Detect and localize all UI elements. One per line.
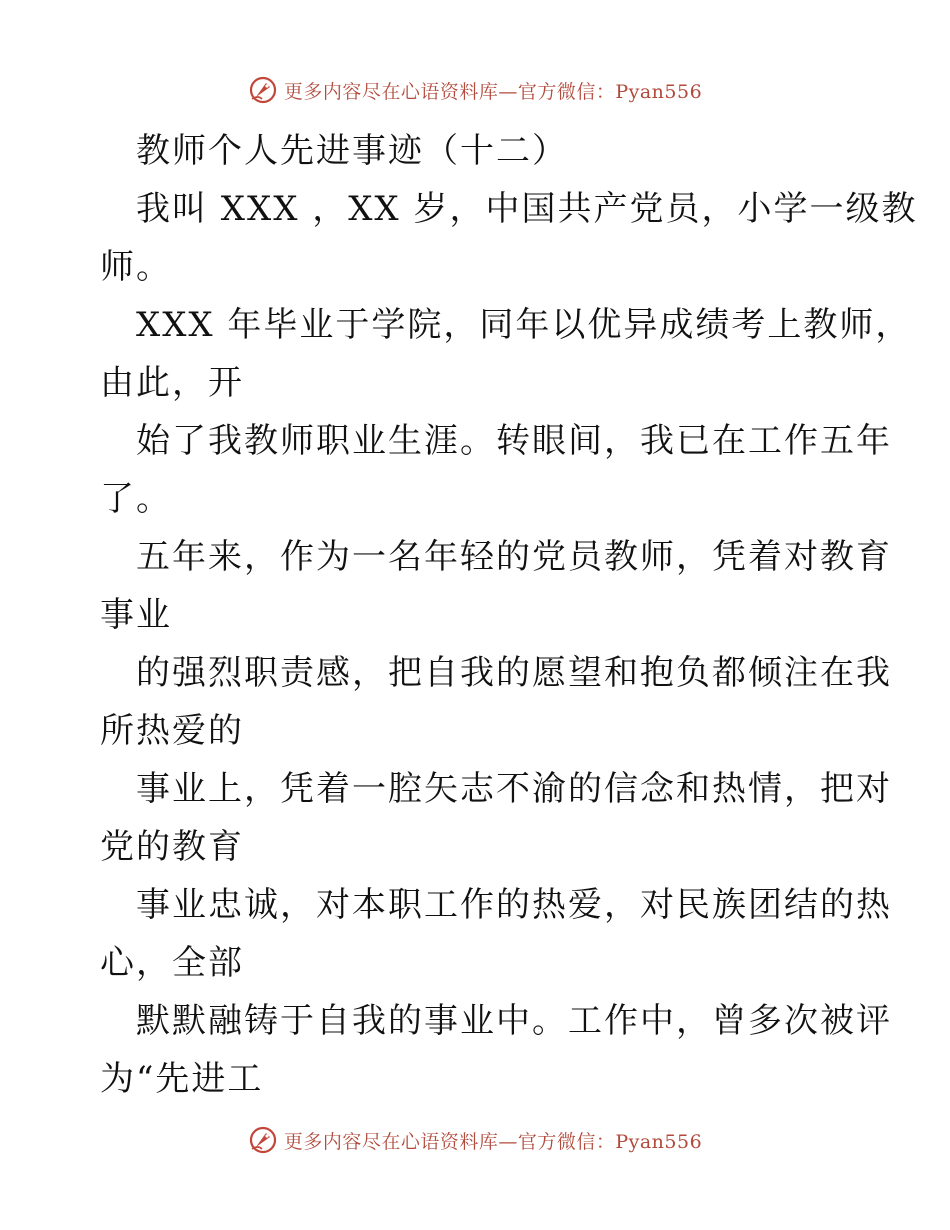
- text-line: 党的教育: [100, 827, 244, 867]
- text-line: 事业: [100, 595, 172, 635]
- footer-watermark-text: 更多内容尽在心语资料库—官方微信：Pyan556: [283, 1130, 703, 1153]
- text-line: 五年来，作为一名年轻的党员教师，凭着对教育: [136, 537, 892, 577]
- text-line: 了。: [100, 479, 172, 519]
- text-line: 默默融铸于自我的事业中。工作中，曾多次被评: [136, 1001, 892, 1041]
- text-line: 所热爱的: [100, 711, 244, 751]
- pen-nib-logo-icon: [248, 75, 278, 105]
- text-line: 事业上，凭着一腔矢志不渝的信念和热情，把对: [136, 769, 892, 809]
- text-line: 我叫 XXX ，XX 岁，中国共产党员，小学一级教: [136, 189, 918, 229]
- header-watermark-text: 更多内容尽在心语资料库—官方微信：Pyan556: [283, 80, 703, 103]
- document-body: [100, 122, 918, 1108]
- header-watermark-banner: [0, 70, 950, 110]
- footer-watermark-banner: [0, 1120, 950, 1160]
- text-line: 事业忠诚，对本职工作的热爱，对民族团结的热: [136, 885, 892, 925]
- text-line: 师。: [100, 247, 172, 287]
- text-line: 心，全部: [100, 943, 244, 983]
- text-line: 由此，开: [100, 363, 244, 403]
- text-line: 为“先进工: [100, 1059, 264, 1099]
- text-line: 始了我教师职业生涯。转眼间，我已在工作五年: [136, 421, 892, 461]
- pen-nib-logo-icon: [248, 1125, 278, 1155]
- text-line: XXX 年毕业于学院，同年以优异成绩考上教师，: [136, 305, 912, 345]
- text-line: 的强烈职责感，把自我的愿望和抱负都倾注在我: [136, 653, 892, 693]
- document-title: 教师个人先进事迹（十二）: [136, 131, 568, 171]
